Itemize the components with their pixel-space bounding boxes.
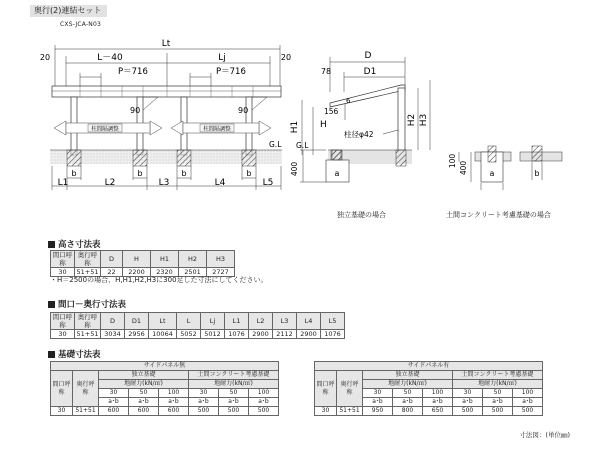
header-cell: 独立基礎 bbox=[363, 371, 453, 380]
panel-header: サイドパネル有 bbox=[315, 362, 543, 371]
table-cell: 500 bbox=[483, 407, 513, 416]
table-cell: 600 bbox=[99, 407, 129, 416]
table-cell: 2320 bbox=[151, 268, 179, 277]
dim-20-left: 20 bbox=[39, 53, 51, 62]
dim-90-a: 90 bbox=[130, 106, 141, 115]
unit-note: 寸法図：(単位㎜) bbox=[519, 431, 570, 439]
table-cell: 500 bbox=[219, 407, 249, 416]
header-cell: H bbox=[123, 251, 151, 268]
table-cell: 2501 bbox=[179, 268, 207, 277]
post-diameter: 柱径φ42 bbox=[344, 130, 374, 139]
table-row bbox=[51, 407, 279, 416]
dim-p1: P＝716 bbox=[118, 67, 148, 77]
dim-h3: H3 bbox=[419, 113, 429, 127]
table-cell: 30 bbox=[51, 268, 75, 277]
header-cell: 奥行呼称 bbox=[75, 251, 101, 268]
header-cell: Lt bbox=[149, 313, 177, 330]
dim-b3: b bbox=[181, 169, 187, 178]
table-cell: 2956 bbox=[125, 330, 149, 339]
gl-label-side: G.L bbox=[296, 141, 309, 150]
table-cell: a･b bbox=[159, 398, 189, 407]
table-cell: a･b bbox=[99, 398, 129, 407]
table-cell: 10064 bbox=[149, 330, 177, 339]
bracket-label-2: 柱間隔調整 bbox=[203, 126, 231, 133]
table-cell: 30 bbox=[51, 330, 75, 339]
dim-b-detail: b bbox=[534, 169, 540, 178]
header-cell: 間口呼称 bbox=[51, 251, 75, 268]
dim-156: 156 bbox=[324, 107, 339, 116]
table-cell: 3034 bbox=[101, 330, 125, 339]
header-cell: L4 bbox=[297, 313, 321, 330]
table-cell: 500 bbox=[249, 407, 279, 416]
found-table-left bbox=[50, 361, 279, 416]
table-cell: a･b bbox=[249, 398, 279, 407]
dim-l3: L3 bbox=[158, 178, 170, 188]
table-cell: a･b bbox=[189, 398, 219, 407]
table-row bbox=[51, 330, 345, 339]
header-cell: H2 bbox=[179, 251, 207, 268]
dim-p2: P＝716 bbox=[216, 67, 246, 77]
found-table-right bbox=[314, 361, 543, 416]
dim-l2: L2 bbox=[104, 178, 116, 188]
header-cell: 地耐力(kN/㎡) bbox=[99, 380, 189, 389]
table-cell: 500 bbox=[453, 407, 483, 416]
table-cell: 51+51 bbox=[337, 407, 363, 416]
product-code: CXS-JCA-N03 bbox=[60, 21, 102, 28]
dim-l5: L5 bbox=[262, 178, 274, 188]
dim-6: 6 bbox=[346, 97, 351, 105]
table-cell: 50 bbox=[393, 389, 423, 398]
table-cell: 50 bbox=[129, 389, 159, 398]
dim-400-b: 400 bbox=[459, 160, 468, 176]
header-cell: 間口呼称 bbox=[315, 371, 337, 407]
table-cell: 50 bbox=[483, 389, 513, 398]
table-cell: 30 bbox=[363, 389, 393, 398]
dim-l40: L－40 bbox=[97, 53, 123, 63]
header-cell: 土間コンクリート考慮基礎 bbox=[453, 371, 543, 380]
height-note: ・H＝2500の場合、H,H1,H2,H3に300足した寸法にしてください。 bbox=[50, 276, 268, 284]
header-cell: H3 bbox=[207, 251, 235, 268]
open-table-title: 間口－奥行寸法表 bbox=[48, 298, 126, 310]
table-cell: 5012 bbox=[201, 330, 225, 339]
table-cell: 500 bbox=[189, 407, 219, 416]
open-table bbox=[50, 312, 345, 339]
header-cell: 土間コンクリート考慮基礎 bbox=[189, 371, 279, 380]
dim-20-right: 20 bbox=[280, 53, 292, 62]
header-cell: 地耐力(kN/㎡) bbox=[453, 380, 543, 389]
table-cell: 1076 bbox=[321, 330, 345, 339]
panel-header: サイドパネル無 bbox=[51, 362, 279, 371]
page-title: 奥行(2)連結セット bbox=[30, 5, 107, 17]
table-cell: a･b bbox=[453, 398, 483, 407]
table-cell: 2900 bbox=[249, 330, 273, 339]
dim-d: D bbox=[364, 51, 372, 61]
table-cell: 1076 bbox=[225, 330, 249, 339]
header-cell: L2 bbox=[249, 313, 273, 330]
table-cell: 30 bbox=[189, 389, 219, 398]
table-cell: 100 bbox=[513, 389, 543, 398]
table-cell: 100 bbox=[159, 389, 189, 398]
header-cell: 地耐力(kN/㎡) bbox=[189, 380, 279, 389]
table-row bbox=[315, 407, 543, 416]
caption-slab: 土間コンクリート考慮基礎の場合 bbox=[446, 211, 551, 219]
table-cell: 650 bbox=[423, 407, 453, 416]
header-cell: L3 bbox=[273, 313, 297, 330]
header-cell: 奥行呼称 bbox=[75, 313, 101, 330]
header-cell: H1 bbox=[151, 251, 179, 268]
dim-l1: L1 bbox=[57, 178, 69, 188]
table-cell: 500 bbox=[513, 407, 543, 416]
header-cell: 間口呼称 bbox=[51, 371, 73, 407]
table-cell: 600 bbox=[159, 407, 189, 416]
dim-d1: D1 bbox=[363, 67, 377, 77]
table-cell: a･b bbox=[129, 398, 159, 407]
header-cell: D bbox=[101, 313, 125, 330]
dim-l4: L4 bbox=[214, 178, 226, 188]
table-cell: 30 bbox=[453, 389, 483, 398]
table-cell: a･b bbox=[483, 398, 513, 407]
dim-lt: Lt bbox=[161, 39, 171, 49]
header-cell: L1 bbox=[225, 313, 249, 330]
dim-h2: H2 bbox=[407, 113, 417, 127]
table-cell: 950 bbox=[363, 407, 393, 416]
header-cell: D1 bbox=[125, 313, 149, 330]
table-cell: 2900 bbox=[297, 330, 321, 339]
table-cell: a･b bbox=[393, 398, 423, 407]
header-cell: Lj bbox=[201, 313, 225, 330]
header-cell: 間口呼称 bbox=[51, 313, 75, 330]
table-cell: 100 bbox=[249, 389, 279, 398]
found-table-title: 基礎寸法表 bbox=[48, 348, 101, 360]
table-cell: 22 bbox=[101, 268, 123, 277]
dim-h1: H1 bbox=[290, 120, 300, 134]
table-cell: 2112 bbox=[273, 330, 297, 339]
gl-label-front: G.L bbox=[269, 140, 282, 149]
table-cell: a･b bbox=[423, 398, 453, 407]
dim-b2: b bbox=[137, 169, 143, 178]
dim-h: H bbox=[320, 120, 327, 130]
dim-100: 100 bbox=[448, 153, 457, 169]
dim-a-detail: a bbox=[489, 169, 495, 178]
table-cell: 100 bbox=[423, 389, 453, 398]
header-cell: 地耐力(kN/㎡) bbox=[363, 380, 453, 389]
height-table-title: 高さ寸法表 bbox=[48, 238, 101, 250]
table-cell: 2200 bbox=[123, 268, 151, 277]
dim-lj: Lj bbox=[218, 53, 226, 63]
table-cell: 50 bbox=[219, 389, 249, 398]
table-cell: 30 bbox=[99, 389, 129, 398]
dim-78: 78 bbox=[320, 67, 332, 76]
table-cell: a･b bbox=[363, 398, 393, 407]
header-cell: 独立基礎 bbox=[99, 371, 189, 380]
header-cell: L5 bbox=[321, 313, 345, 330]
table-cell: a･b bbox=[513, 398, 543, 407]
table-cell: 51+51 bbox=[76, 330, 99, 338]
dim-b4: b bbox=[246, 169, 252, 178]
table-cell: 2727 bbox=[207, 268, 235, 277]
dim-90-b: 90 bbox=[238, 106, 249, 115]
table-cell: 30 bbox=[315, 407, 337, 416]
dim-400-a: 400 bbox=[290, 161, 299, 177]
bracket-label-1: 柱間隔調整 bbox=[91, 126, 119, 133]
header-cell: 奥行呼称 bbox=[73, 371, 99, 407]
header-cell: D bbox=[101, 251, 123, 268]
header-cell: 奥行呼称 bbox=[337, 371, 363, 407]
dim-b1: b bbox=[71, 169, 77, 178]
caption-independent: 独立基礎の場合 bbox=[337, 211, 386, 219]
table-cell: 600 bbox=[129, 407, 159, 416]
table-cell: 5052 bbox=[177, 330, 201, 339]
header-cell: L bbox=[177, 313, 201, 330]
table-cell: a･b bbox=[219, 398, 249, 407]
table-cell: 51+51 bbox=[76, 268, 99, 276]
table-cell: 30 bbox=[51, 407, 73, 416]
table-cell: 51+51 bbox=[73, 407, 99, 416]
table-cell: 800 bbox=[393, 407, 423, 416]
dim-a-side: a bbox=[334, 169, 340, 178]
height-table bbox=[50, 250, 235, 277]
